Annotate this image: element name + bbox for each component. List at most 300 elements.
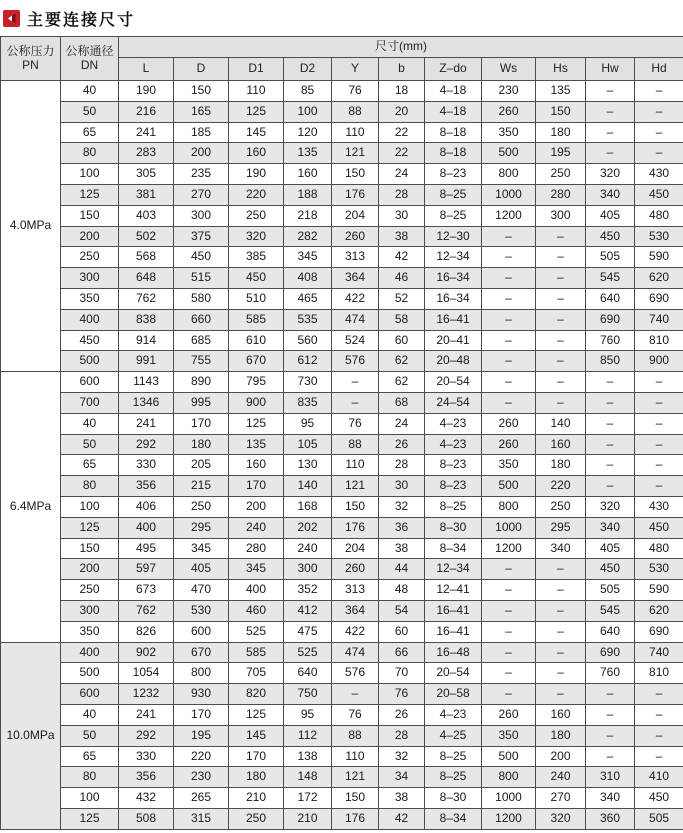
dim-cell: 22: [379, 143, 425, 164]
dim-cell: 403: [119, 205, 174, 226]
dn-cell: 200: [61, 226, 119, 247]
dn-cell: 400: [61, 642, 119, 663]
dim-cell: 160: [229, 143, 284, 164]
dim-cell: 430: [635, 164, 683, 185]
table-row: [1, 517, 683, 538]
table-row: [1, 808, 683, 829]
dim-cell: 110: [332, 455, 379, 476]
dim-cell: 340: [586, 184, 635, 205]
dim-cell: 890: [174, 372, 229, 393]
dim-cell: 525: [229, 621, 284, 642]
dim-cell: 4–18: [425, 81, 482, 102]
dim-cell: 16–34: [425, 288, 482, 309]
dim-cell: 110: [229, 81, 284, 102]
dim-cell: 408: [284, 268, 332, 289]
table-row: [1, 372, 683, 393]
dim-cell: 230: [174, 767, 229, 788]
dn-cell: 125: [61, 808, 119, 829]
dn-cell: 50: [61, 725, 119, 746]
column-header: D2: [284, 58, 332, 81]
dim-cell: 32: [379, 496, 425, 517]
dim-cell: 190: [229, 164, 284, 185]
dim-cell: 750: [284, 684, 332, 705]
dim-cell: 914: [119, 330, 174, 351]
dn-cell: 100: [61, 164, 119, 185]
table-row: [1, 309, 683, 330]
dim-cell: 260: [482, 413, 536, 434]
dim-cell: 76: [379, 684, 425, 705]
dim-cell: 690: [586, 309, 635, 330]
dn-cell: 80: [61, 767, 119, 788]
dim-cell: 320: [536, 808, 586, 829]
dim-cell: 795: [229, 372, 284, 393]
dim-cell: –: [482, 621, 536, 642]
dim-cell: 265: [174, 788, 229, 809]
dim-cell: 260: [332, 226, 379, 247]
dim-cell: 170: [174, 413, 229, 434]
dim-cell: 16–34: [425, 268, 482, 289]
dim-cell: 375: [174, 226, 229, 247]
dim-cell: 135: [229, 434, 284, 455]
dim-cell: 450: [174, 247, 229, 268]
dim-cell: 8–30: [425, 517, 482, 538]
dim-cell: 110: [332, 122, 379, 143]
column-header: Y: [332, 58, 379, 81]
dim-cell: 105: [284, 434, 332, 455]
dim-cell: 185: [174, 122, 229, 143]
dim-cell: 313: [332, 247, 379, 268]
dim-cell: 4–25: [425, 725, 482, 746]
dim-cell: –: [536, 392, 586, 413]
page-title: 主要连接尺寸: [27, 12, 136, 29]
dim-cell: –: [635, 413, 683, 434]
dim-cell: 28: [379, 455, 425, 476]
dim-cell: 140: [536, 413, 586, 434]
dim-cell: 1200: [482, 205, 536, 226]
dim-cell: 210: [229, 788, 284, 809]
dim-cell: 640: [586, 288, 635, 309]
dim-cell: 800: [174, 663, 229, 684]
dim-cell: 480: [635, 538, 683, 559]
dim-cell: 432: [119, 788, 174, 809]
dim-cell: 250: [536, 164, 586, 185]
dim-cell: 130: [284, 455, 332, 476]
dim-cell: 690: [586, 642, 635, 663]
dimensions-table: [0, 36, 683, 830]
dim-cell: 405: [174, 559, 229, 580]
dim-cell: 991: [119, 351, 174, 372]
dim-cell: 8–34: [425, 808, 482, 829]
table-row: [1, 476, 683, 497]
dim-cell: 16–41: [425, 600, 482, 621]
table-row: [1, 247, 683, 268]
table-row: [1, 538, 683, 559]
dim-cell: 176: [332, 808, 379, 829]
size-group-header: 尺寸(mm): [119, 37, 683, 58]
dim-cell: 8–23: [425, 455, 482, 476]
dim-cell: 755: [174, 351, 229, 372]
dim-cell: 345: [229, 559, 284, 580]
dim-cell: 20–58: [425, 684, 482, 705]
dim-cell: 8–18: [425, 143, 482, 164]
dim-cell: 42: [379, 247, 425, 268]
dim-cell: 200: [174, 143, 229, 164]
table-row: [1, 746, 683, 767]
dn-cell: 40: [61, 704, 119, 725]
dim-cell: 580: [174, 288, 229, 309]
dim-cell: 360: [586, 808, 635, 829]
dim-cell: 180: [536, 725, 586, 746]
table-row: [1, 226, 683, 247]
dim-cell: 12–41: [425, 580, 482, 601]
dn-cell: 40: [61, 413, 119, 434]
dn-cell: 450: [61, 330, 119, 351]
pn-group-cell: 4.0MPa: [1, 81, 61, 372]
dim-cell: 70: [379, 663, 425, 684]
table-row: [1, 455, 683, 476]
dim-cell: 4–18: [425, 101, 482, 122]
dim-cell: –: [482, 684, 536, 705]
pressure-header-en: PN: [22, 57, 39, 72]
dim-cell: –: [635, 704, 683, 725]
dim-cell: –: [586, 372, 635, 393]
dim-cell: –: [586, 746, 635, 767]
dim-cell: 740: [635, 642, 683, 663]
dim-cell: 52: [379, 288, 425, 309]
dim-cell: 220: [174, 746, 229, 767]
dim-cell: 450: [635, 517, 683, 538]
dim-cell: 576: [332, 663, 379, 684]
dim-cell: 310: [586, 767, 635, 788]
dim-cell: 48: [379, 580, 425, 601]
dim-cell: 12–30: [425, 226, 482, 247]
dim-cell: –: [635, 101, 683, 122]
table-row: [1, 392, 683, 413]
dim-cell: 705: [229, 663, 284, 684]
table-row: [1, 330, 683, 351]
dn-cell: 300: [61, 600, 119, 621]
dn-cell: 125: [61, 517, 119, 538]
dim-cell: 88: [332, 101, 379, 122]
column-header: Z–do: [425, 58, 482, 81]
dim-cell: 1200: [482, 808, 536, 829]
dim-cell: 838: [119, 309, 174, 330]
dim-cell: 260: [482, 434, 536, 455]
dim-cell: 145: [229, 725, 284, 746]
dim-cell: 560: [284, 330, 332, 351]
dim-cell: 250: [229, 808, 284, 829]
dim-cell: –: [482, 268, 536, 289]
dim-cell: –: [586, 455, 635, 476]
dim-cell: 1200: [482, 538, 536, 559]
dim-cell: –: [586, 684, 635, 705]
dim-cell: 270: [536, 788, 586, 809]
dim-cell: –: [536, 372, 586, 393]
table-row: [1, 704, 683, 725]
dim-cell: 995: [174, 392, 229, 413]
dn-cell: 100: [61, 788, 119, 809]
dim-cell: 150: [536, 101, 586, 122]
dim-cell: 8–34: [425, 538, 482, 559]
dim-cell: 381: [119, 184, 174, 205]
dim-cell: 218: [284, 205, 332, 226]
dim-cell: –: [586, 143, 635, 164]
dim-cell: 283: [119, 143, 174, 164]
table-row: [1, 496, 683, 517]
dn-cell: 65: [61, 122, 119, 143]
column-header: D1: [229, 58, 284, 81]
dim-cell: 176: [332, 517, 379, 538]
dim-cell: 450: [586, 226, 635, 247]
dim-cell: 8–25: [425, 746, 482, 767]
dim-cell: 95: [284, 413, 332, 434]
dim-cell: 28: [379, 184, 425, 205]
dim-cell: 60: [379, 621, 425, 642]
dim-cell: 38: [379, 788, 425, 809]
table-row: [1, 205, 683, 226]
dim-cell: 62: [379, 351, 425, 372]
dim-cell: 28: [379, 725, 425, 746]
dim-cell: 422: [332, 621, 379, 642]
dim-cell: 18: [379, 81, 425, 102]
dim-cell: 8–25: [425, 767, 482, 788]
pressure-column-header: [1, 37, 61, 81]
dim-cell: 900: [229, 392, 284, 413]
dim-cell: –: [482, 330, 536, 351]
dn-cell: 500: [61, 351, 119, 372]
column-header: Hs: [536, 58, 586, 81]
dim-cell: 685: [174, 330, 229, 351]
dim-cell: 240: [229, 517, 284, 538]
table-body: [1, 81, 683, 830]
dim-cell: 20–54: [425, 372, 482, 393]
dim-cell: 200: [536, 746, 586, 767]
dim-cell: 26: [379, 434, 425, 455]
dim-cell: 292: [119, 434, 174, 455]
column-header: b: [379, 58, 425, 81]
dim-cell: 515: [174, 268, 229, 289]
dim-cell: 525: [284, 642, 332, 663]
dim-cell: 500: [482, 143, 536, 164]
dim-cell: 160: [284, 164, 332, 185]
dim-cell: 345: [284, 247, 332, 268]
dim-cell: 32: [379, 746, 425, 767]
dim-cell: –: [482, 392, 536, 413]
dn-cell: 150: [61, 538, 119, 559]
table-row: [1, 580, 683, 601]
dim-cell: –: [586, 101, 635, 122]
dim-cell: 340: [586, 788, 635, 809]
table-row: [1, 268, 683, 289]
dim-cell: 150: [332, 788, 379, 809]
dim-cell: 16–41: [425, 309, 482, 330]
dim-cell: 145: [229, 122, 284, 143]
dim-cell: 405: [586, 538, 635, 559]
dim-cell: 170: [229, 476, 284, 497]
dim-cell: 1000: [482, 184, 536, 205]
dim-cell: 690: [635, 621, 683, 642]
dim-cell: 500: [482, 746, 536, 767]
dim-cell: 204: [332, 538, 379, 559]
dim-cell: 216: [119, 101, 174, 122]
dim-cell: –: [586, 434, 635, 455]
dim-cell: 60: [379, 330, 425, 351]
dim-cell: 36: [379, 517, 425, 538]
dim-cell: –: [482, 559, 536, 580]
dim-cell: 38: [379, 226, 425, 247]
dim-cell: 100: [284, 101, 332, 122]
dim-cell: 16–41: [425, 621, 482, 642]
dim-cell: 585: [229, 642, 284, 663]
dim-cell: 597: [119, 559, 174, 580]
table-row: [1, 600, 683, 621]
dim-cell: 345: [174, 538, 229, 559]
dim-cell: –: [482, 226, 536, 247]
dim-cell: 172: [284, 788, 332, 809]
dim-cell: –: [635, 143, 683, 164]
dim-cell: 590: [635, 247, 683, 268]
dim-cell: 474: [332, 642, 379, 663]
dim-cell: –: [635, 476, 683, 497]
dim-cell: 30: [379, 476, 425, 497]
dim-cell: –: [482, 309, 536, 330]
table-row: [1, 81, 683, 102]
dim-cell: 260: [482, 101, 536, 122]
dim-cell: –: [536, 684, 586, 705]
dim-cell: 673: [119, 580, 174, 601]
dim-cell: 820: [229, 684, 284, 705]
dim-cell: 121: [332, 767, 379, 788]
dim-cell: 305: [119, 164, 174, 185]
dim-cell: –: [536, 621, 586, 642]
dim-cell: –: [586, 704, 635, 725]
dim-cell: 66: [379, 642, 425, 663]
diameter-header-en: DN: [80, 57, 99, 72]
dim-cell: –: [482, 288, 536, 309]
dim-cell: 125: [229, 704, 284, 725]
dim-cell: –: [482, 642, 536, 663]
dim-cell: 220: [536, 476, 586, 497]
table-row: [1, 413, 683, 434]
table-row: [1, 434, 683, 455]
dim-cell: –: [482, 372, 536, 393]
dim-cell: 826: [119, 621, 174, 642]
dim-cell: 125: [229, 413, 284, 434]
table-row: [1, 122, 683, 143]
dim-cell: 810: [635, 330, 683, 351]
dn-cell: 700: [61, 392, 119, 413]
dim-cell: –: [332, 372, 379, 393]
dn-cell: 350: [61, 621, 119, 642]
table-row: [1, 288, 683, 309]
dim-cell: 500: [482, 476, 536, 497]
dim-cell: 24: [379, 164, 425, 185]
table-row: [1, 143, 683, 164]
dim-cell: 4–23: [425, 704, 482, 725]
dim-cell: 44: [379, 559, 425, 580]
dim-cell: 385: [229, 247, 284, 268]
dim-cell: –: [586, 725, 635, 746]
dim-cell: 170: [229, 746, 284, 767]
dim-cell: 62: [379, 372, 425, 393]
dim-cell: 260: [332, 559, 379, 580]
dim-cell: –: [586, 81, 635, 102]
dim-cell: 620: [635, 268, 683, 289]
dim-cell: –: [536, 247, 586, 268]
dim-cell: –: [536, 600, 586, 621]
pn-group-cell: 10.0MPa: [1, 642, 61, 829]
dim-cell: –: [586, 413, 635, 434]
dim-cell: 20: [379, 101, 425, 122]
dn-cell: 400: [61, 309, 119, 330]
table-row: [1, 663, 683, 684]
dim-cell: –: [482, 247, 536, 268]
table-row: [1, 101, 683, 122]
table-row: [1, 351, 683, 372]
dim-cell: 16–48: [425, 642, 482, 663]
dn-cell: 65: [61, 746, 119, 767]
dim-cell: –: [332, 684, 379, 705]
dn-cell: 350: [61, 288, 119, 309]
dim-cell: 150: [332, 164, 379, 185]
dim-cell: 54: [379, 600, 425, 621]
dim-cell: 12–34: [425, 559, 482, 580]
dim-cell: 505: [635, 808, 683, 829]
dim-cell: 140: [284, 476, 332, 497]
dim-cell: 30: [379, 205, 425, 226]
dim-cell: 295: [174, 517, 229, 538]
dim-cell: 760: [586, 330, 635, 351]
dim-cell: 138: [284, 746, 332, 767]
dim-cell: 20–48: [425, 351, 482, 372]
dim-cell: 8–18: [425, 122, 482, 143]
dim-cell: 900: [635, 351, 683, 372]
dim-cell: 470: [174, 580, 229, 601]
dim-cell: 135: [284, 143, 332, 164]
dim-cell: 762: [119, 600, 174, 621]
column-header: Hw: [586, 58, 635, 81]
dim-cell: 410: [635, 767, 683, 788]
dim-cell: –: [536, 288, 586, 309]
dim-cell: 762: [119, 288, 174, 309]
dim-cell: 412: [284, 600, 332, 621]
dim-cell: 740: [635, 309, 683, 330]
dim-cell: –: [536, 580, 586, 601]
table-row: [1, 559, 683, 580]
dim-cell: 68: [379, 392, 425, 413]
table-row: [1, 642, 683, 663]
dim-cell: 112: [284, 725, 332, 746]
dim-cell: 450: [635, 788, 683, 809]
dim-cell: 590: [635, 580, 683, 601]
dim-cell: –: [482, 600, 536, 621]
dim-cell: 670: [174, 642, 229, 663]
dim-cell: 620: [635, 600, 683, 621]
dim-cell: 902: [119, 642, 174, 663]
dim-cell: 58: [379, 309, 425, 330]
dim-cell: 180: [229, 767, 284, 788]
dim-cell: 600: [174, 621, 229, 642]
dim-cell: 20–41: [425, 330, 482, 351]
dim-cell: 730: [284, 372, 332, 393]
dn-cell: 40: [61, 81, 119, 102]
dim-cell: 400: [229, 580, 284, 601]
dim-cell: 364: [332, 600, 379, 621]
dim-cell: 38: [379, 538, 425, 559]
dim-cell: 8–30: [425, 788, 482, 809]
dim-cell: 352: [284, 580, 332, 601]
dim-cell: 315: [174, 808, 229, 829]
